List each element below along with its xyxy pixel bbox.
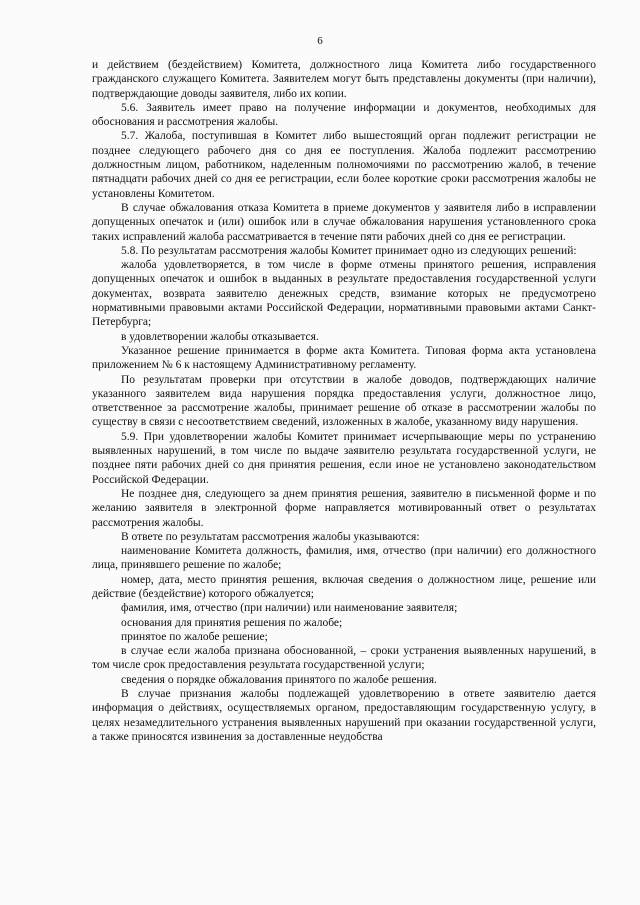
- paragraph-5-8: 5.8. По результатам рассмотрения жалобы Комитет принимает одно из следующих решений:: [121, 244, 577, 257]
- list-item-applicant-name: фамилия, имя, отчество (при наличии) или наименование заявителя;: [121, 602, 458, 615]
- paragraph-response-contents: В ответе по результатам рассмотрения жалобы указываются:: [121, 530, 420, 543]
- list-item-complaint-satisfied: жалоба удовлетворяется, в том числе в форме отмены принятого решения, исправления допущенных опечаток и ошибок в выданных в результате предоставления государственной услуги документах, возврата заявителю денежных средств, взимание которых не предусмотрено нормативными правовыми актами Российской Федерации, нормативными правовыми актами Санкт-Петербурга;: [92, 259, 596, 329]
- paragraph-5-9: 5.9. При удовлетворении жалобы Комитет принимает исчерпывающие меры по устранению выявленных нарушений, в том числе по выдаче заявителю результата государственной услуги, не позднее пяти рабочих дней со дня принятия решения, если иное не установлено законодательством Российской Федерации.: [92, 430, 596, 486]
- paragraph-decision-form: Указанное решение принимается в форме акта Комитета. Типовая форма акта установлена приложением № 6 к настоящему Административному регламенту.: [92, 344, 596, 372]
- paragraph-5-6: 5.6. Заявитель имеет право на получение информации и документов, необходимых для обоснования и рассмотрения жалобы.: [92, 101, 596, 129]
- paragraph-no-arguments: По результатам проверки при отсутствии в жалобе доводов, подтверждающих наличие указанного заявителем вида нарушения порядка предоставления услуги, должностное лицо, ответственное за рассмотрение жалобы, принимает решение об отказе в рассмотрении жалобы по существу в связи с несоответствием сведений, изложенных в жалобе, указанному виду нарушения.: [92, 373, 596, 429]
- list-item-complaint-rejected: в удовлетворении жалобы отказывается.: [121, 330, 319, 343]
- paragraph-response-deadline: Не позднее дня, следующего за днем принятия решения, заявителю в письменной форме и по желанию заявителя в электронной форме направляется мотивированный ответ о результатах рассмотрения жалобы.: [92, 487, 596, 529]
- paragraph-refusal-appeal: В случае обжалования отказа Комитета в приеме документов у заявителя либо в исправлении допущенных опечаток и (или) ошибок или в случае обжалования нарушения установленного срока таких исправлений жалоба рассматривается в течение пяти рабочих дней со дня ее регистрации.: [92, 201, 596, 243]
- list-item-remedy-deadlines: в случае если жалоба признана обоснованной, – сроки устранения выявленных нарушений, в том числе срок предоставления результата государственной услуги;: [92, 645, 596, 672]
- list-item-appeal-procedure: сведения о порядке обжалования принятого по жалобе решения.: [121, 673, 437, 686]
- document-body: [92, 58, 596, 744]
- list-item-committee-official: наименование Комитета должность, фамилия, имя, отчество (при наличии) его должностного лица, принявшего решение по жалобе;: [92, 545, 596, 572]
- paragraph-5-7: 5.7. Жалоба, поступившая в Комитет либо вышестоящий орган подлежит регистрации не позднее следующего рабочего дня со дня ее поступления. Жалоба подлежит рассмотрению должностным лицом, работником, наделенным полномочиями по рассмотрению жалоб, в течение пятнадцати рабочих дней со дня ее регистрации, если более короткие сроки рассмотрения жалобы не установлены Комитетом.: [92, 130, 596, 200]
- paragraph-complaint-subject: и действием (бездействием) Комитета, должностного лица Комитета либо государственного гражданского служащего Комитета. Заявителем могут быть представлены документы (при наличии), подтверждающие доводы заявителя, либо их копии.: [92, 59, 596, 100]
- page-number: 6: [317, 35, 323, 47]
- list-item-decision-details: номер, дата, место принятия решения, включая сведения о должностном лице, решение или действие (бездействие) которого обжалуется;: [92, 573, 596, 600]
- list-item-decision: принятое по жалобе решение;: [121, 630, 268, 643]
- paragraph-satisfied-response: В случае признания жалобы подлежащей удовлетворению в ответе заявителю дается информация о действиях, осуществляемых органом, предоставляющим государственную услугу, в целях незамедлительного устранения выявленных нарушений при оказании государственной услуги, а также приносятся извинения за доставленные неудобства: [92, 688, 596, 743]
- list-item-grounds: основания для принятия решения по жалобе;: [121, 616, 343, 629]
